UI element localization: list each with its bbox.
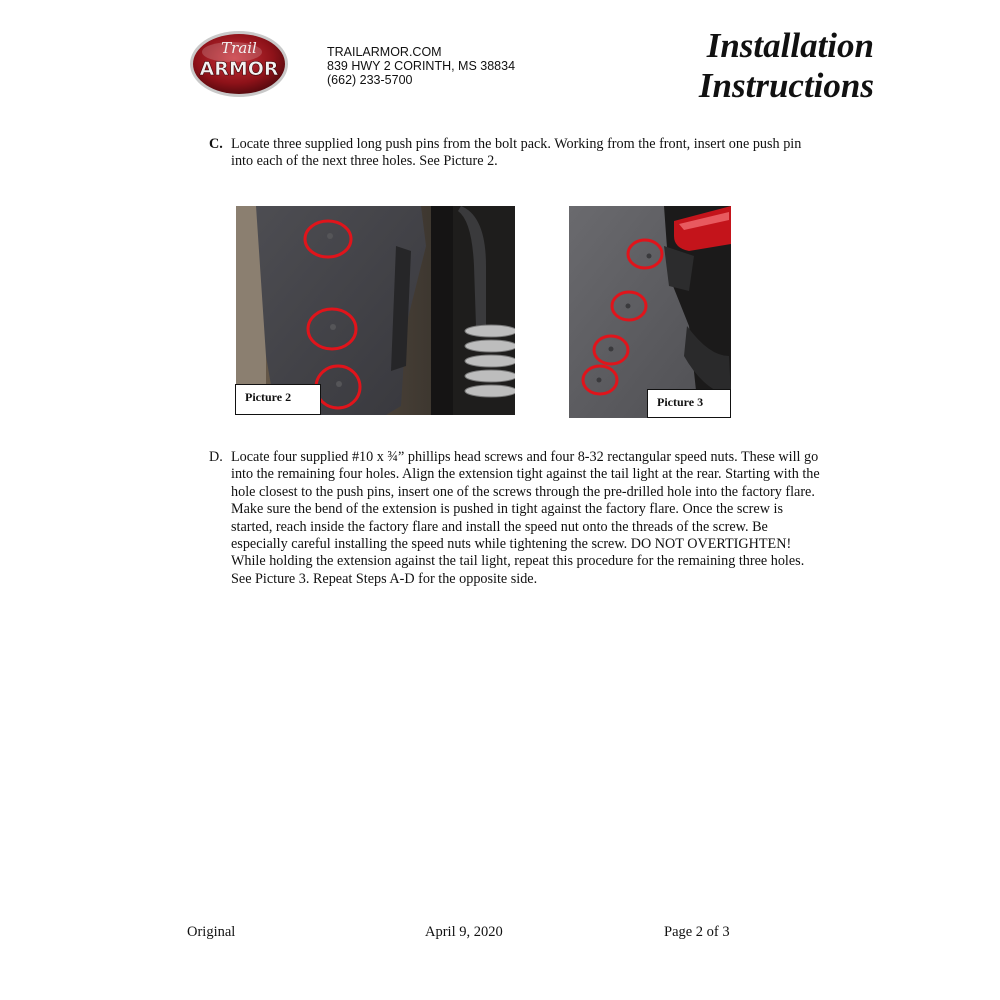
footer-page-number: Page 2 of 3 — [664, 924, 730, 940]
logo-text-armor: ARMOR — [199, 58, 279, 80]
step-d — [209, 449, 821, 588]
phone-text: (662) 233-5700 — [327, 73, 413, 87]
step-c-letter: C. — [209, 136, 223, 152]
step-c — [209, 136, 809, 171]
website-text: TRAILARMOR.COM — [327, 45, 442, 59]
trail-armor-logo — [188, 28, 290, 100]
title-line-2: Instructions — [698, 66, 874, 105]
contact-info — [327, 45, 515, 87]
picture-3-photo — [569, 206, 731, 418]
step-d-letter: D. — [209, 449, 223, 465]
title-line-1: Installation — [706, 26, 874, 65]
picture-3-label: Picture 3 — [647, 389, 731, 418]
picture-2-label: Picture 2 — [235, 384, 321, 415]
footer-version: Original — [187, 924, 236, 940]
logo-text-trail: Trail — [221, 39, 257, 57]
step-d-text: Locate four supplied #10 x ¾” phillips head screws and four 8-32 rectangular speed nuts. These will go into the remaining four holes. Align the extension tight against the tail light at the rear. Starting with the hole closest to the push pins, insert one of the screws through the pre-drilled hole into the factory flare. Make sure the bend of the extension is pushed in tight against the factory flare. Once the screw is started, reach inside the factory flare and install the speed nut onto the threads of the screw. Be especially careful installing the speed nuts while tightening the screw. DO NOT OVERTIGHTEN! While holding the extension against the tail light, repeat this procedure for the remaining three holes. See Picture 3. Repeat Steps A-D for the opposite side. — [231, 449, 820, 587]
step-c-text: Locate three supplied long push pins from the bolt pack. Working from the front, insert one push pin into each of the next three holes. See Picture 2. — [231, 136, 802, 170]
address-text: 839 HWY 2 CORINTH, MS 38834 — [327, 59, 516, 73]
document-title — [699, 26, 874, 106]
footer-date: April 9, 2020 — [425, 924, 503, 940]
